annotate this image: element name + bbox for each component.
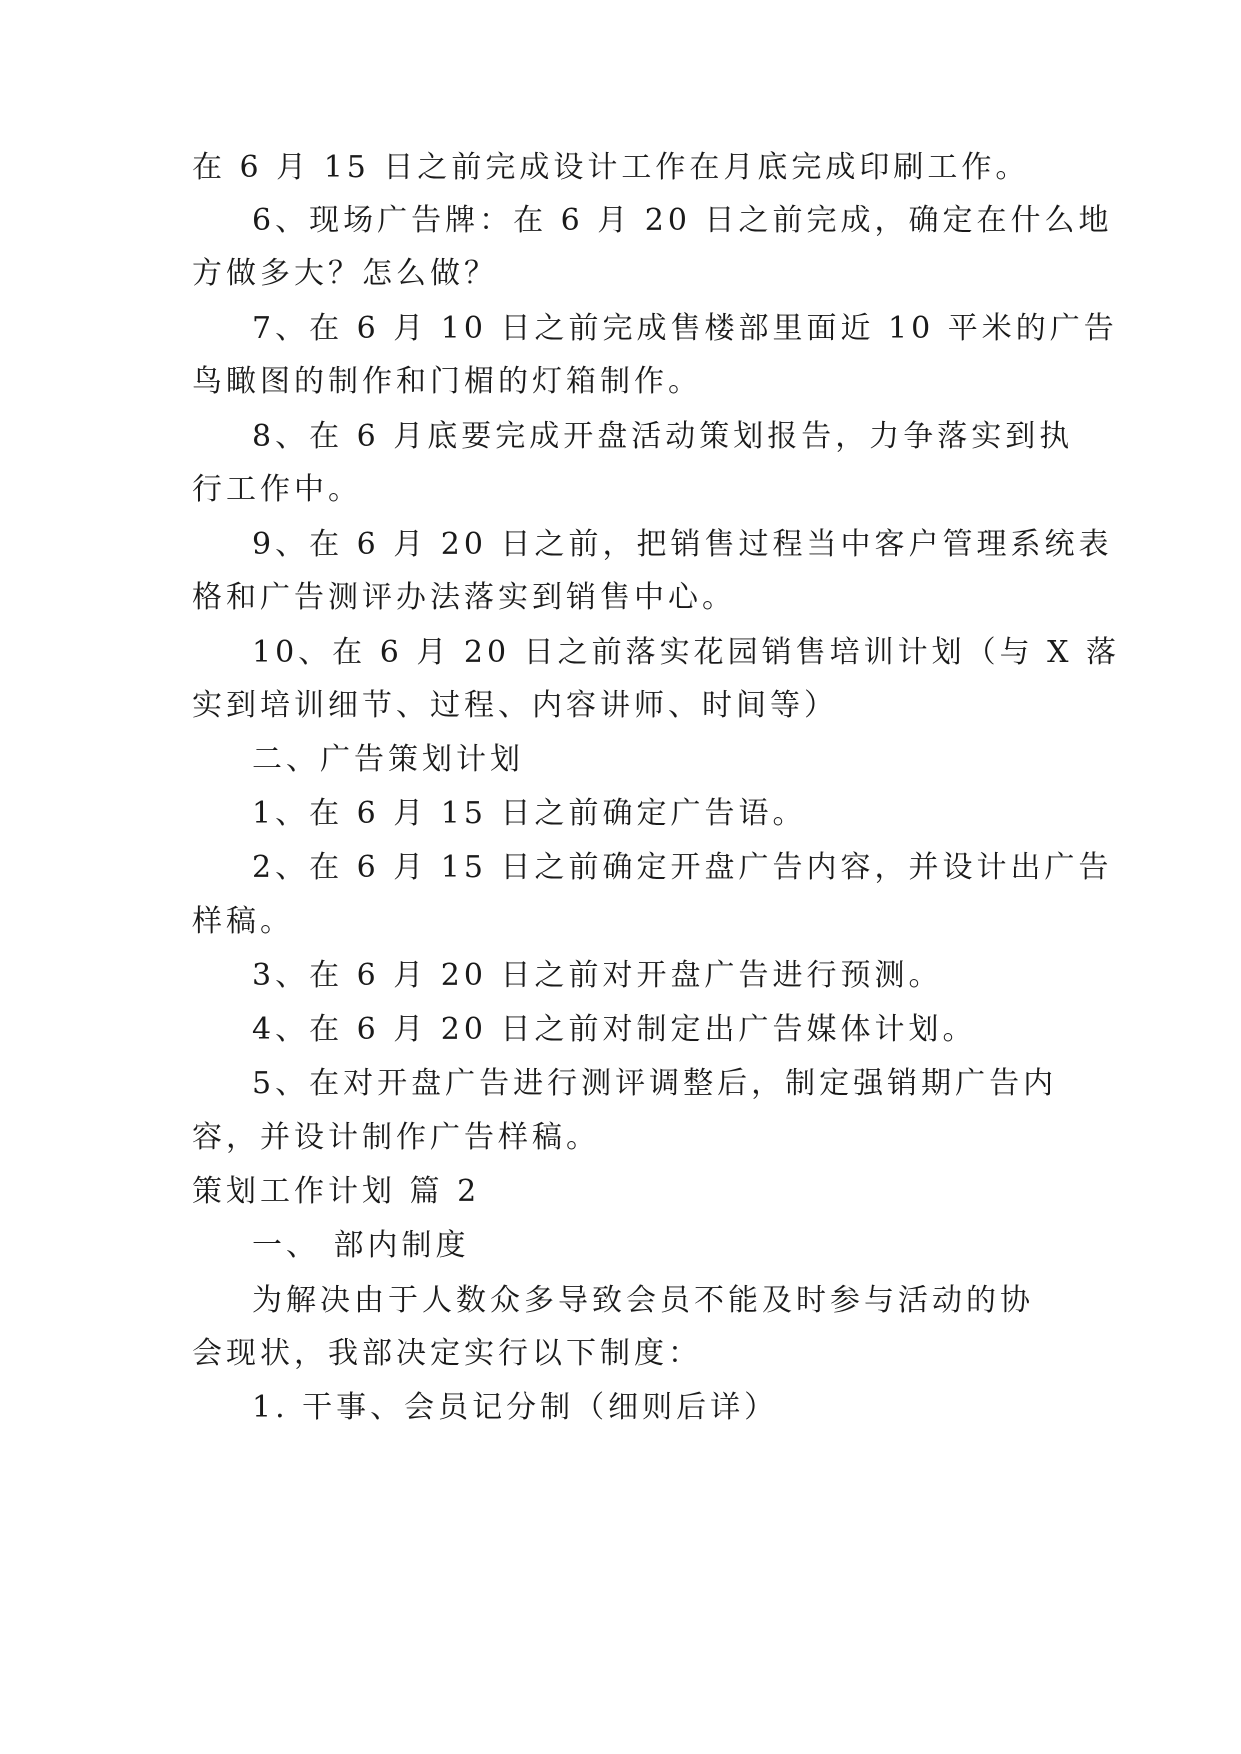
text-line: 10、在 6 月 20 日之前落实花园销售培训计划（与 X 落: [252, 635, 1121, 670]
text-line: 7、在 6 月 10 日之前完成售楼部里面近 10 平米的广告: [252, 311, 1118, 346]
text-line: 格和广告测评办法落实到销售中心。: [192, 580, 736, 615]
text-line: 4、在 6 月 20 日之前对制定出广告媒体计划。: [252, 1012, 977, 1047]
text-line: 在 6 月 15 日之前完成设计工作在月底完成印刷工作。: [192, 150, 1030, 185]
text-line: 方做多大？怎么做？: [192, 256, 498, 291]
text-line: 2、在 6 月 15 日之前确定开盘广告内容，并设计出广告: [252, 850, 1113, 885]
text-line: 样稿。: [192, 904, 294, 939]
text-line: 9、在 6 月 20 日之前，把销售过程当中客户管理系统表: [252, 527, 1113, 562]
section-heading: 二、广告策划计划: [252, 742, 524, 777]
text-line: 鸟瞰图的制作和门楣的灯箱制作。: [192, 364, 702, 399]
text-line: 为解决由于人数众多导致会员不能及时参与活动的协: [252, 1283, 1034, 1318]
text-line: 会现状，我部决定实行以下制度：: [192, 1336, 702, 1371]
text-line: 1、在 6 月 15 日之前确定广告语。: [252, 796, 807, 831]
article-title: 策划工作计划 篇 2: [192, 1174, 481, 1209]
text-line: 行工作中。: [192, 472, 362, 507]
text-line: 6、现场广告牌：在 6 月 20 日之前完成，确定在什么地: [252, 203, 1113, 238]
text-line: 容，并设计制作广告样稿。: [192, 1120, 600, 1155]
text-line: 8、在 6 月底要完成开盘活动策划报告，力争落实到执: [252, 419, 1074, 454]
text-line: 1. 干事、会员记分制（细则后详）: [252, 1390, 779, 1425]
text-line: 实到培训细节、过程、内容讲师、时间等）: [192, 688, 838, 723]
text-line: 3、在 6 月 20 日之前对开盘广告进行预测。: [252, 958, 943, 993]
section-heading: 一、 部内制度: [252, 1228, 470, 1263]
text-line: 5、在对开盘广告进行测评调整后，制定强销期广告内: [252, 1066, 1058, 1101]
